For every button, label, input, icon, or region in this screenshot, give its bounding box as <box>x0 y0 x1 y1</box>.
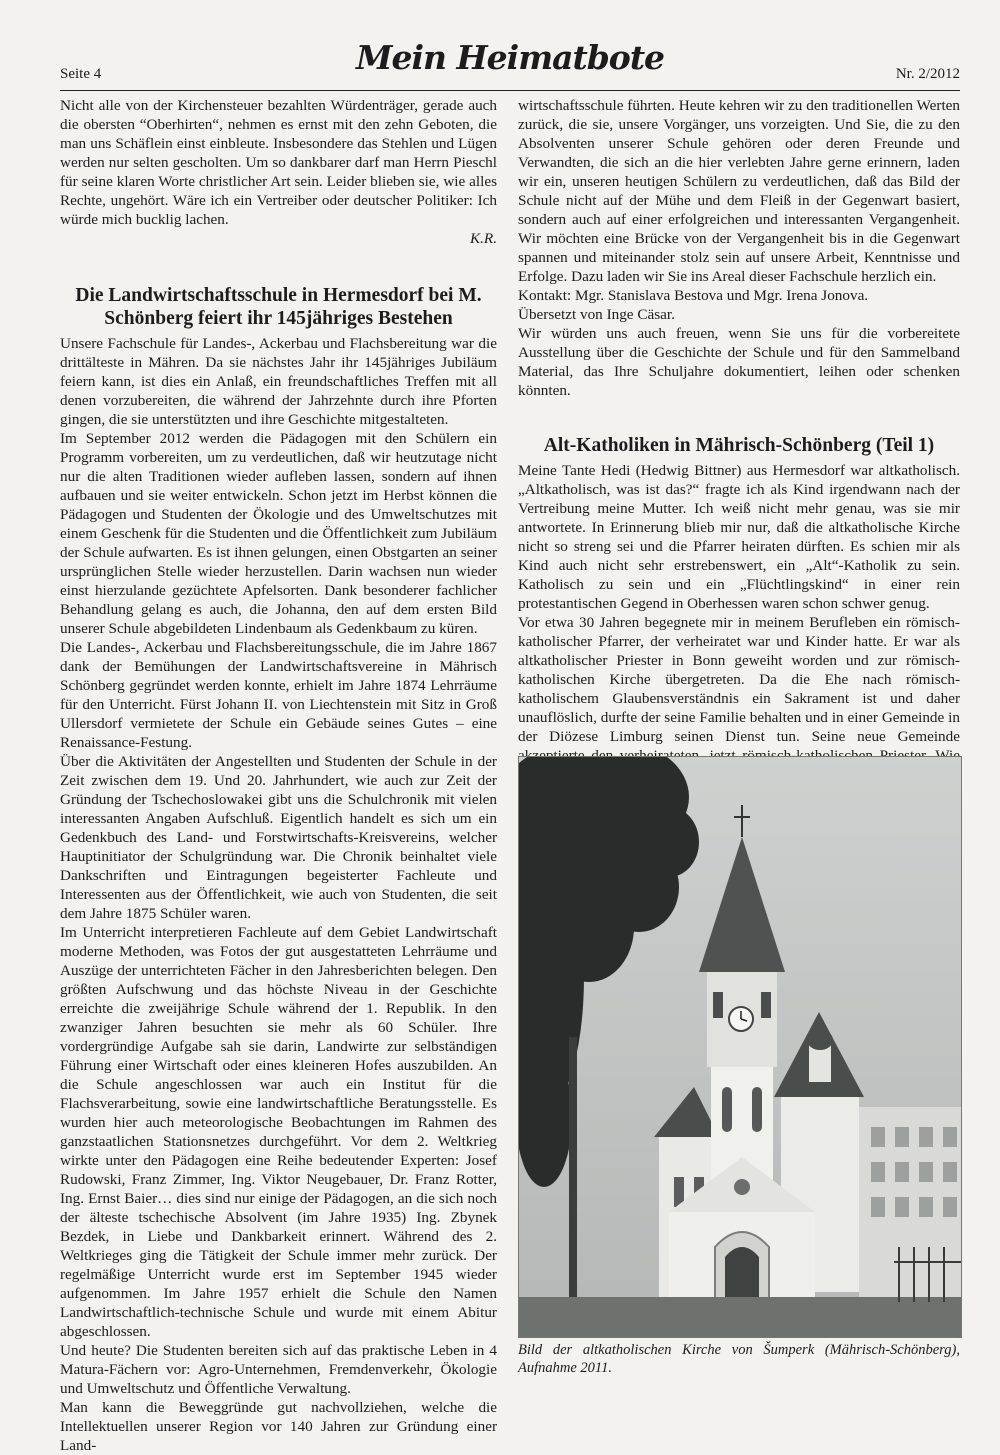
church-photo <box>518 756 962 1338</box>
paragraph: Die Landes-, Ackerbau und Flachsbereitungsschule, die im Jahre 1867 dank der Bemühungen der Landwirtschaftsvereine in Mährisch Schönberg gegründet werden konnte, erhielt im Jahre 1874 Lehrräume für den Unterricht. Fürst Johann II. von Liechtenstein mit Sitz in Groß Ullersdorf vermietete der Schule ein Gebäude seines Gutes – eine Renaissance-Festung. <box>60 639 497 751</box>
photo-caption: Bild der altkatholischen Kirche von Šumperk (Mährisch-Schönberg), Aufnahme 2011. <box>518 1342 960 1376</box>
paragraph: Über die Aktivitäten der Angestellten und Studenten der Schule in der Zeit zwischen dem 19. Und 20. Jahrhundert, wie auch zur Zeit der Gründung der Tschechoslowakei gibt uns die Schulchronik mit vielen interessanten Angaben Aufschluß. Eigentlich handelt es sich um ein Gedenkbuch des Land- und Forstwirtschafts-Kreisvereins, welcher Hauptinitiator der Schulgründung war. Die Chronik beinhaltet viele Dankschriften und Eintragungen begeisterter Fachleute und Interessenten aus der Öffentlichkeit, wie auch von Studenten, die seit dem Jahre 1875 Schüler waren. <box>60 753 497 922</box>
header-rule <box>60 90 960 91</box>
paragraph: Und heute? Die Studenten bereiten sich auf das praktische Leben in 4 Matura-Fächern vor: Agro-Unternehmen, Fremdenverkehr, Ökologie und Umweltschutz und Öffentliche Verwaltung. <box>60 1342 497 1397</box>
translator-line: Übersetzt von Inge Cäsar. <box>518 306 675 323</box>
paragraph: Meine Tante Hedi (Hedwig Bittner) aus Hermesdorf war altkatholisch. „Altkatholisch, was ist das?“ fragte ich als Kind irgendwann nach der Vertreibung meine Mutter. Ich weiß nicht mehr genau, was sie mir antwortete. In Erinnerung blieb mir nur, daß die altkatholische Kirche nicht so streng sei und die Pfarrer heiraten dürften. Es schien mir als Kind auch nicht sehr erstrebenswert, ein „Alt“-Katholik zu sein. Katholisch zu sein und ein „Flüchtlingskind“ in einer rein protestantischen Gegend in Oberhessen waren schon schwer genug. <box>518 462 960 612</box>
paragraph: wirtschaftsschule führten. Heute kehren wir zu den traditionellen Werten zurück, die sie, unsere Vorgänger, uns vorzeigten. Und Sie, die zu den Absolventen unserer Schule gehören oder deren Freunde und Verwandten, die sich an die hier verlebten Jahre gerne erinnern, laden wir ein, unseren heutigen Schülern zu verdeutlichen, daß das Bild der Schule nicht auf der Mühe und dem Fleiß in der Gegenwart basiert, sondern auch auf einer erfolgreichen und interessanten Vergangenheit. Wir möchten eine Brücke von der Vergangenheit bis in die Gegenwart spannen und miteinander stolz sein auf unsere Arbeit, Kenntnisse und Erfolge. Dazu laden wir Sie ins Areal dieser Fachschule herzlich ein. <box>518 97 960 285</box>
article-title-altkatholiken: Alt-Katholiken in Mährisch-Schönberg (Teil 1) <box>543 435 935 456</box>
contact-line: Kontakt: Mgr. Stanislava Bestova und Mgr. Irena Jonova. <box>518 287 869 304</box>
intro-paragraph: Nicht alle von der Kirchensteuer bezahlten Würdenträger, gerade auch die obersten “Oberhirten“, nehmen es ernst mit den zehn Geboten, die man uns Schäflein einst einbleute. Insbesondere das Stehlen und Lügen werden nur selten gescholten. Um so dankbarer darf man Herrn Pieschl für seine klaren Worte christlicher Art sein. Leider blieben sie, wie alles Rechte, ungehört. Wäre ich ein Vertreiber oder deutscher Politiker: Ich würde mich bucklig lachen. <box>60 97 497 228</box>
page-header <box>60 38 960 94</box>
issue-number: Nr. 2/2012 <box>895 66 960 82</box>
article-title-school: Die Landwirtschaftsschule in Hermesdorf bei M. Schönberg feiert ihr 145jähriges Bestehen <box>75 285 482 329</box>
paragraph: Unsere Fachschule für Landes-, Ackerbau und Flachsbereitung war die drittälteste in Mähren. Da sie nächstes Jahr ihr 145jähriges Jubiläum feiern kann, ist dies ein Anlaß, ein freundschaftliches Treffen mit all denen vorzubereiten, die während der Jahrzehnte durch ihre Pforten gingen, die sie unterstützten und ihre Geschichte mitgestalteten. <box>60 335 497 428</box>
left-column <box>60 96 497 1455</box>
author-signature: K.R. <box>469 230 497 247</box>
paragraph: Man kann die Beweggründe gut nachvollziehen, welche die Intellektuellen unserer Region vor 140 Jahren zur Gründung einer Land- <box>60 1399 497 1454</box>
page-number: Seite 4 <box>60 66 102 82</box>
masthead-logo: Mein Heimatbote <box>355 38 665 77</box>
paragraph: Vor etwa 30 Jahren begegnete mir in meinem Berufleben ein römisch-katholischer Pfarrer, der verheiratet war und Kinder hatte. Er war als altkatholischer Priester in Bonn geweiht worden und zur römisch-katholischen Kirche übergetreten. Da die Ehe nach römisch-katholischem Glaubensverständnis ein Sakrament ist und daher unauflöslich, durfte der seine Familie behalten und in einer Gemeinde in der Diözese Limburg seinen Dienst tun. Seine neue Gemeinde <box>518 614 960 745</box>
right-column <box>518 96 960 784</box>
paragraph: Im September 2012 werden die Pädagogen mit den Schülern ein Programm vorbereiten, um zu verdeutlichen, daß wir heutzutage nicht nur die alten Traditionen wieder aufleben lassen, sondern auf ihnen aufbauen und sie weiter entwickeln. Schon jetzt im Herbst können die Pädagogen und Studenten der Ökologie und des Umweltschutzes mit einem Geschenk für die Studenten und die Öffentlichkeit zum Jubiläum der Schule aufwarten. Es ist ihnen gelungen, einen Obstgarten an seiner ursprünglichen Stelle wieder herzustellen. Darin wachsen nun wieder einst hierzulande gezüchtete Apfelsorten. Dank besonderer fachlicher Behandlung gelang es auch, die Johanna, den auf dem ersten Bild unserer Schule abgebildeten Lindenbaum als Gedenkbaum zu küren. <box>60 430 497 637</box>
paragraph: Wir würden uns auch freuen, wenn Sie uns für die vorbereitete Ausstellung über die Geschichte der Schule und für den Sammelband Material, das Ihre Schuljahre dokumentiert, leihen oder schenken könnten. <box>518 325 960 399</box>
paragraph: Im Unterricht interpretieren Fachleute auf dem Gebiet Landwirtschaft moderne Methoden, was Fotos der gut ausgestatteten Lehrräume und Auszüge der unterrichteten Fächer in den Jahresberichten belegen. Den größten Aufschwung und das höchste Niveau in der Geschichte erreichte die zweijährige Schule während der 1. Republik. In den zwanziger Jahren besuchten sie mehr als 60 Schüler. Ihre vordergründige Aufgabe sah sie darin, Landwirte zur selbständigen Führung einer Wirtschaft oder eines kleineren Hofes auszubilden. An die Schule angeschlossen war auch ein Institut für die Flachsverarbeitung, sowie eine landwirtschaftliche Beratungsstelle. Es wurden hier auch meteorologische Beobachtungen im Rahmen des ganzstaatlichen Stationsnetzes durchgeführt. Vor dem 2. Weltkrieg wirkte unter den Pädagogen eine Reihe bedeutender Experten: Josef Rudowski, Franz Zimmer, Ing. Viktor Neugebauer, Dr. Franz Rotter, Ing. Ernst Baier… dies sind nur einige der Pädagogen, an die sich noch der älteste tschechische Absolvent (im Jahre 1935) Ing. Zbynek Bezdek, in Liebe und Dankbarkeit erinnert. Während des 2. Weltkrieges ging die Tätigkeit der Schule immer mehr zurück. Der regelmäßige Unterricht wurde erst im September 1945 wieder aufgenommen. Im Jahre 1957 erhielt die Schule den Namen Landwirtschaftlich-technische Schule und wurde mit einem Abitur abgeschlossen. <box>60 924 497 1340</box>
